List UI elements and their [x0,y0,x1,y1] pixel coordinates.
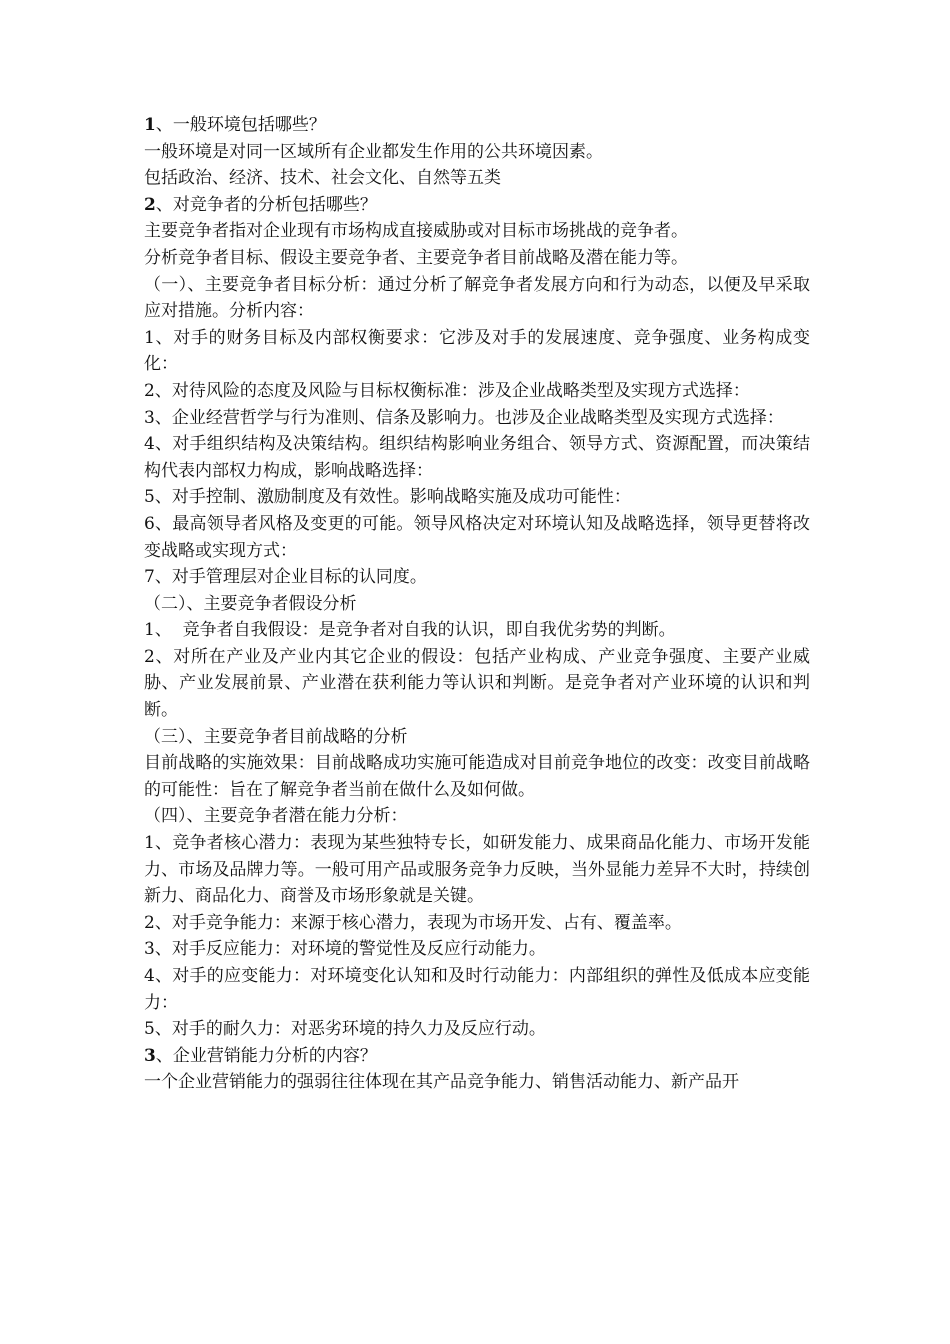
section-number: 1 [144,115,156,135]
section-title: 、一般环境包括哪些？ [155,115,326,135]
section-heading [144,1043,810,1070]
subsection-heading: （二）、主要竞争者假设分析 [144,593,357,614]
list-item: 7、对手管理层对企业目标的认同度。 [144,567,427,588]
list-item: 1、对手的财务目标及内部权衡要求：它涉及对手的发展速度、竞争强度、业务构成变化： [144,327,810,375]
list-item: 3、企业经营哲学与行为准则、信条及影响力。也涉及企业战略类型及实现方式选择： [144,407,784,428]
paragraph: 目前战略的实施效果：目前战略成功实施可能造成对目前竞争地位的改变：改变目前战略的可能性：旨在了解竞争者当前在做什么及如何做。 [144,753,810,800]
paragraph: 分析竞争者目标、假设主要竞争者、主要竞争者目前战略及潜在能力等。 [144,247,688,268]
subsection-heading: （三）、主要竞争者目前战略的分析 [144,726,408,747]
list-item: 1、 竞争者自我假设：是竞争者对自我的认识，即自我优劣势的判断。 [144,620,676,641]
section-number: 3 [144,1045,156,1066]
subsection-heading: （四）、主要竞争者潜在能力分析： [144,806,408,827]
list-item: 5、对手的耐久力：对恶劣环境的持久力及反应行动。 [144,1019,546,1040]
paragraph: 一个企业营销能力的强弱往往体现在其产品竞争能力、销售活动能力、新产品开 [144,1072,739,1093]
section-title: 、企业营销能力分析的内容？ [155,1045,377,1066]
paragraph: 包括政治、经济、技术、社会文化、自然等五类 [144,168,501,189]
list-item: 2、对待风险的态度及风险与目标权衡标准：涉及企业战略类型及实现方式选择： [144,380,750,401]
list-item: 4、对手组织结构及决策结构。组织结构影响业务组合、领导方式、资源配置，而决策结构代表内部权力构成，影响战略选择： [144,434,810,481]
section-heading [144,112,810,139]
document-page [144,112,810,1096]
list-item: 3、对手反应能力：对环境的警觉性及反应行动能力。 [144,939,546,960]
list-item: 2、对所在产业及产业内其它企业的假设：包括产业构成、产业竞争强度、主要产业威胁、产业发展前景、产业潜在获利能力等认识和判断。是竞争者对产业环境的认识和判断。 [144,646,810,721]
list-item: 1、竞争者核心潜力：表现为某些独特专长，如研发能力、成果商品化能力、市场开发能力、市场及品牌力等。一般可用产品或服务竞争力反映，当外显能力差异不大时，持续创新力、商品化力、商誉及市场形象就是关键。 [144,833,810,907]
paragraph: 主要竞争者指对企业现有市场构成直接威胁或对目标市场挑战的竞争者。 [144,221,688,242]
subsection-paragraph: （一）、主要竞争者目标分析：通过分析了解竞争者发展方向和行为动态，以便及早采取应对措施。分析内容： [144,274,810,322]
list-item: 4、对手的应变能力：对环境变化认知和及时行动能力：内部组织的弹性及低成本应变能力： [144,966,810,1013]
section-title: 、对竞争者的分析包括哪些？ [155,194,377,215]
section-heading [144,192,810,219]
list-item: 2、对手竞争能力：来源于核心潜力，表现为市场开发、占有、覆盖率。 [144,912,682,933]
section-number: 2 [144,194,156,215]
paragraph: 一般环境是对同一区域所有企业都发生作用的公共环境因素。 [144,141,603,162]
list-item: 5、对手控制、激励制度及有效性。影响战略实施及成功可能性： [144,487,631,508]
list-item: 6、最高领导者风格及变更的可能。领导风格决定对环境认知及战略选择，领导更替将改变战略或实现方式： [144,513,810,561]
